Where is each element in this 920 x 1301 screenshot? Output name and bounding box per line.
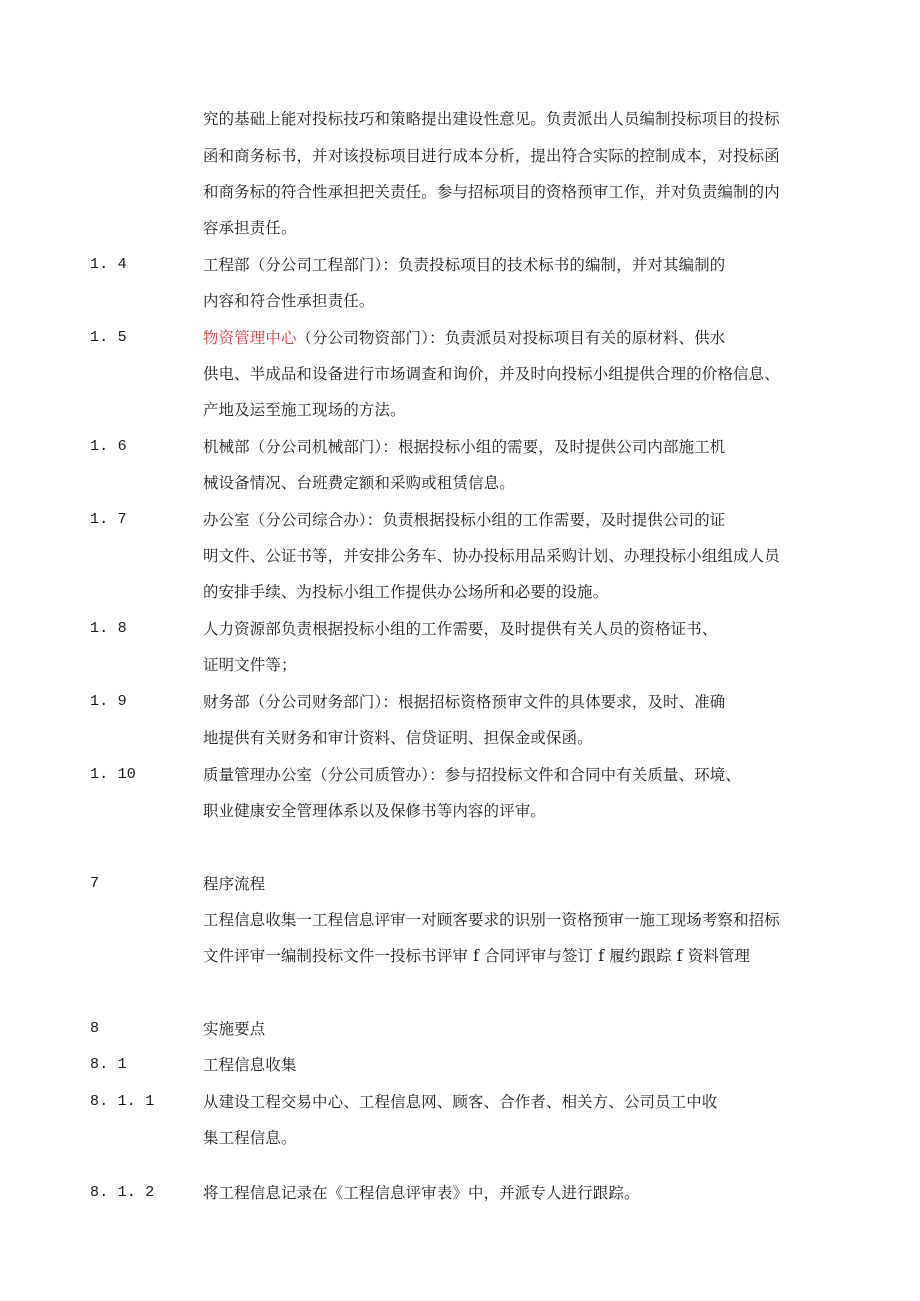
clause-text: 机械部（分公司机械部门）：根据投标小组的需要，及时提供公司内部施工机: [203, 438, 726, 456]
clause-text: 集工程信息。: [203, 1129, 297, 1147]
section-number: 8: [90, 1020, 100, 1037]
clause-text: 证明文件等；: [203, 656, 297, 674]
clause-number: 1. 9: [90, 693, 127, 710]
clause-text: 财务部（分公司财务部门）：根据招标资格预审文件的具体要求，及时、准确: [203, 693, 726, 711]
clause-number: 1. 6: [90, 438, 127, 455]
body-text-line: 函和商务标书，并对该投标项目进行成本分析，提出符合实际的控制成本，对投标函: [203, 147, 780, 165]
clause-number: 1. 10: [90, 766, 137, 783]
clause-number: 1. 4: [90, 256, 127, 273]
clause-number: 8. 1. 1: [90, 1093, 155, 1110]
clause-text: 供电、半成品和设备进行市场调查和询价，并及时向投标小组提供合理的价格信息、: [203, 365, 780, 383]
subsection-title: 工程信息收集: [203, 1056, 297, 1074]
section-number: 7: [90, 875, 100, 892]
clause-text: 内容和符合性承担责任。: [203, 292, 375, 310]
clause-text: 工程部（分公司工程部门）：负责投标项目的技术标书的编制，并对其编制的: [203, 256, 726, 274]
clause-text: 从建设工程交易中心、工程信息网、顾客、合作者、相关方、公司员工中收: [203, 1093, 718, 1111]
body-text-line: 容承担责任。: [203, 219, 297, 237]
subsection-number: 8. 1: [90, 1056, 127, 1073]
section-title: 实施要点: [203, 1020, 266, 1038]
clause-number: 1. 8: [90, 620, 127, 637]
clause-text-rest: （分公司物资部门）：负责派员对投标项目有关的原材料、供水: [296, 329, 726, 347]
process-flow-text: 工程信息收集一工程信息评审一对顾客要求的识别一资格预审一施工现场考察和招标: [203, 911, 780, 929]
clause-text: 地提供有关财务和审计资料、信贷证明、担保金或保函。: [203, 729, 593, 747]
clause-number: 1. 7: [90, 511, 127, 528]
clause-text: 的安排手续、为投标小组工作提供办公场所和必要的设施。: [203, 583, 609, 601]
process-flow-text: 文件评审一编制投标文件一投标书评审 f 合同评审与签订 f 履约跟踪 f 资料管理: [203, 947, 751, 965]
clause-text: 办公室（分公司综合办）：负责根据投标小组的工作需要，及时提供公司的证: [203, 511, 726, 529]
clause-number: 8. 1. 2: [90, 1184, 155, 1201]
clause-number: 1. 5: [90, 329, 127, 346]
clause-text: 职业健康安全管理体系以及保修书等内容的评审。: [203, 802, 546, 820]
clause-text: 人力资源部负责根据投标小组的工作需要，及时提供有关人员的资格证书、: [203, 620, 718, 638]
clause-text: 械设备情况、台班费定额和采购或租赁信息。: [203, 474, 515, 492]
clause-text: 质量管理办公室（分公司质管办）：参与招投标文件和合同中有关质量、环境、: [203, 766, 741, 784]
section-title: 程序流程: [203, 875, 266, 893]
clause-text: 明文件、公证书等，并安排公务车、协办投标用品采购计划、办理投标小组组成人员: [203, 547, 780, 565]
highlighted-term: 物资管理中心: [203, 329, 297, 347]
body-text-line: 和商务标的符合性承担把关责任。参与招标项目的资格预审工作，并对负责编制的内: [203, 183, 780, 201]
clause-text: [203, 327, 725, 349]
body-text-line: 究的基础上能对投标技巧和策略提出建设性意见。负责派出人员编制投标项目的投标: [203, 110, 780, 128]
clause-text: 产地及运至施工现场的方法。: [203, 401, 406, 419]
clause-text: 将工程信息记录在《工程信息评审表》中，并派专人进行跟踪。: [203, 1184, 640, 1202]
